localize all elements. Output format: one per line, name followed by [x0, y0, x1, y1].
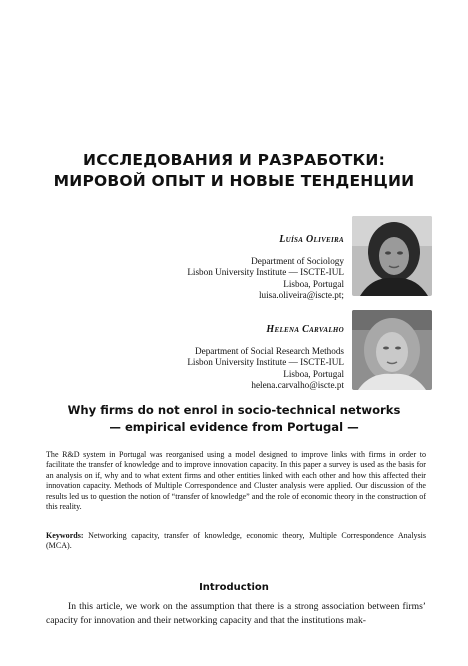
abstract: The R&D system in Portugal was reorganised using a model designed to improve links with firms in order to facilitate the transfer of knowledge and to improve innovation capacity. In this paper a survey is used as the basis for an analysis on if, why and to what extent firms and other entities linked with each other and how this affected their innovation capacity. Methods of Multiple Correspondence and Cluster analysis were applied. Our discussion of the results led us to question the notion of “transfer of knowledge” and the role of economic theory in the construction of this reality.: [46, 450, 426, 512]
author-photo-carvalho: [352, 310, 432, 390]
section-title: [0, 150, 468, 192]
section-title-line-2: МИРОВОЙ ОПЫТ И НОВЫЕ ТЕНДЕНЦИИ: [53, 172, 415, 190]
introduction-heading: Introduction: [199, 582, 269, 593]
author-block-oliveira: [187, 234, 344, 302]
author-city: Lisboa, Portugal: [283, 278, 344, 289]
author-city: Lisboa, Portugal: [283, 368, 344, 379]
keywords-text: Networking capacity, transfer of knowledge, economic theory, Multiple Correspondence Analysis (MCA).: [46, 531, 426, 551]
author-block-carvalho: [187, 324, 344, 392]
paper-title-line-2: — empirical evidence from Portugal —: [109, 420, 359, 434]
author-institute: Lisbon University Institute — ISCTE-IUL: [187, 357, 344, 367]
author-email[interactable]: luisa.oliveira@iscte.pt;: [258, 290, 344, 300]
author-department: Department of Sociology: [251, 255, 344, 266]
author-email[interactable]: helena.carvalho@iscte.pt: [251, 380, 344, 390]
author-institute: Lisbon University Institute — ISCTE-IUL: [187, 267, 344, 277]
author-name: Luísa Oliveira: [279, 234, 344, 245]
keywords: [46, 531, 426, 552]
author-name: Helena Carvalho: [266, 324, 344, 335]
introduction-text: In this article, we work on the assumption that there is a strong association between firms’ capacity for innovation and their networking capacity and that the institutions mak-: [46, 601, 426, 626]
paper-title-line-1: Why firms do not enrol in socio-technical networks: [67, 403, 401, 417]
author-department: Department of Social Research Methods: [195, 345, 344, 356]
author-photo-oliveira: [352, 216, 432, 296]
paper-title: [0, 402, 468, 436]
keywords-label: Keywords:: [46, 531, 84, 540]
section-title-line-1: ИССЛЕДОВАНИЯ И РАЗРАБОТКИ:: [83, 151, 385, 169]
